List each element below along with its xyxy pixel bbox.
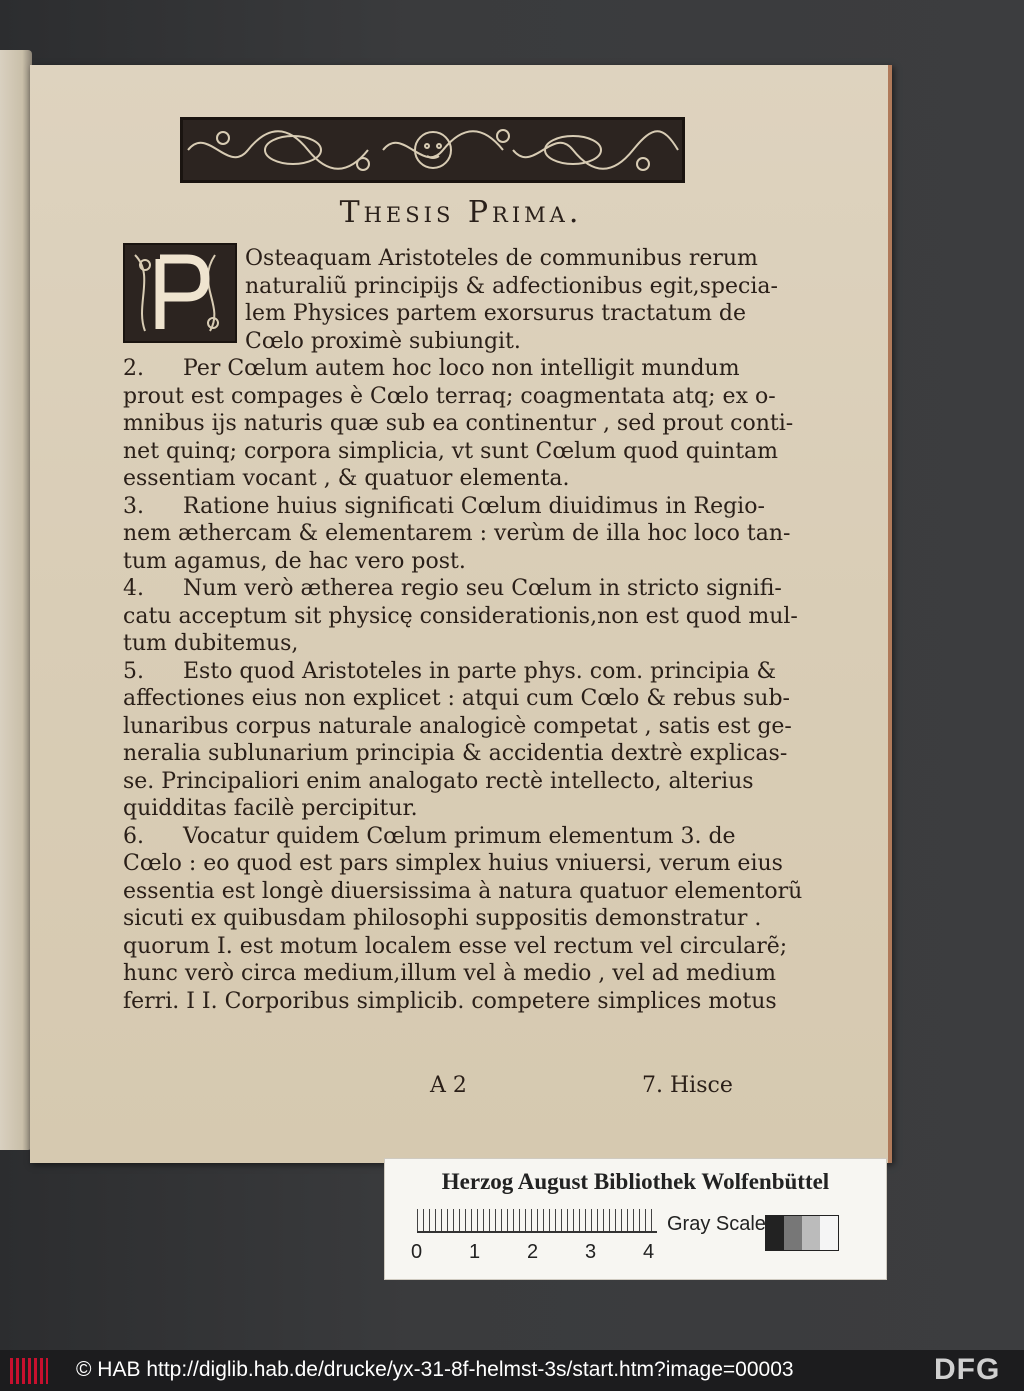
gray-swatch bbox=[802, 1216, 820, 1250]
text-line: quorum I. est motum localem esse vel rectum vel circularẽ; bbox=[123, 933, 788, 959]
paragraph-number: 5. bbox=[123, 658, 144, 684]
paragraph-number: 6. bbox=[123, 823, 144, 849]
ruler-number: 3 bbox=[585, 1241, 597, 1263]
paragraph-3-first-line bbox=[123, 493, 835, 521]
thesis-heading: Thesis Prima. bbox=[339, 195, 583, 230]
text-line: Osteaquam Aristoteles de communibus rerum bbox=[245, 246, 758, 271]
text-line: se. Principaliori enim analogato rectè intellecto, alterius bbox=[123, 768, 754, 794]
text-line: naturaliũ principijs & adfectionibus egit,specia- bbox=[245, 273, 778, 299]
paragraph-4-first-line bbox=[123, 575, 835, 603]
text-line: sicuti ex quibusdam philosophi suppositis demonstratur . bbox=[123, 906, 762, 931]
paragraph-number: 2. bbox=[123, 356, 144, 381]
measurement-ruler bbox=[417, 1209, 657, 1233]
library-name: Herzog August Bibliothek Wolfenbüttel bbox=[441, 1169, 830, 1194]
ornamental-headpiece bbox=[180, 117, 685, 183]
text-line: neralia sublunarium principia & accidentia dextrè explicas- bbox=[123, 741, 788, 766]
catchword: 7. Hisce bbox=[642, 1073, 733, 1098]
text-line: essentia est longè diuersissima à natura quatuor elementorũ bbox=[123, 878, 803, 904]
ruler-number: 1 bbox=[469, 1241, 481, 1263]
paragraph-6-first-line bbox=[123, 823, 835, 851]
paragraph-5-first-line bbox=[123, 658, 835, 686]
ruler-number: 4 bbox=[643, 1241, 655, 1263]
text-line: prout est compages è Cœlo terraq; coagmentata atq; ex o- bbox=[123, 383, 776, 409]
paragraph-number: 3. bbox=[123, 493, 144, 519]
text-line: quidditas facilè percipitur. bbox=[123, 796, 418, 821]
text-line: Cœlo : eo quod est pars simplex huius vniuersi, verum eius bbox=[123, 851, 783, 876]
thesis-text bbox=[123, 245, 835, 1015]
text-line: Num verò ætherea regio seu Cœlum in stricto signifi- bbox=[183, 576, 782, 601]
signature-mark: A 2 bbox=[430, 1073, 467, 1098]
gray-swatch bbox=[784, 1216, 802, 1250]
gray-swatch bbox=[820, 1216, 838, 1250]
text-line: Esto quod Aristoteles in parte phys. com. principia & bbox=[183, 658, 777, 684]
text-line: mnibus ijs naturis quæ sub ea continentur , sed prout conti- bbox=[123, 411, 794, 436]
text-line: nem æthercam & elementarem : verùm de illa hoc loco tan- bbox=[123, 521, 791, 546]
copyright-link[interactable]: © HAB http://diglib.hab.de/drucke/yx-31-8f-helmst-3s/start.htm?image=00003 bbox=[76, 1358, 794, 1381]
ruler-number: 2 bbox=[527, 1241, 539, 1263]
previous-page-edge bbox=[0, 50, 32, 1150]
ruler-number: 0 bbox=[411, 1241, 423, 1263]
library-scale-card bbox=[384, 1158, 887, 1280]
barcode-icon bbox=[10, 1358, 48, 1384]
text-line: affectiones eius non explicet : atqui cum Cœlo & rebus sub- bbox=[123, 686, 790, 711]
text-line: tum agamus, de hac vero post. bbox=[123, 548, 466, 574]
viewer-footer-bar bbox=[0, 1350, 1024, 1391]
text-line: lunaribus corpus naturale analogicè competat , satis est ge- bbox=[123, 713, 792, 739]
paragraph-2-first-line bbox=[123, 355, 835, 383]
text-line: lem Physices partem exorsurus tractatum de bbox=[245, 301, 747, 326]
text-line: Per Cœlum autem hoc loco non intelligit mundum bbox=[183, 356, 740, 381]
book-page bbox=[30, 65, 892, 1163]
gray-scale-label: Gray Scale bbox=[667, 1213, 766, 1235]
text-line: essentiam vocant , & quatuor elementa. bbox=[123, 466, 570, 491]
paragraph-number: 4. bbox=[123, 576, 144, 601]
gray-scale-swatches bbox=[765, 1215, 839, 1251]
dfg-logo: DFG bbox=[934, 1353, 1001, 1386]
text-line: catu acceptum sit physicę considerationis,non est quod mul- bbox=[123, 603, 798, 629]
text-line: tum dubitemus, bbox=[123, 631, 299, 656]
text-line: Cœlo proximè subiungit. bbox=[245, 328, 521, 354]
text-line: Ratione huius significati Cœlum diuidimus in Regio- bbox=[183, 493, 765, 519]
text-line: ferri. I I. Corporibus simplicib. competere simplices motus bbox=[123, 988, 777, 1014]
text-line: hunc verò circa medium,illum vel à medio , vel ad medium bbox=[123, 961, 776, 986]
text-line: Vocatur quidem Cœlum primum elementum 3. de bbox=[183, 823, 736, 849]
ruler-numbers bbox=[411, 1241, 671, 1265]
text-line: net quinq; corpora simplicia, vt sunt Cœlum quod quintam bbox=[123, 438, 779, 464]
page-footer bbox=[30, 1073, 892, 1103]
gray-swatch bbox=[766, 1216, 784, 1250]
